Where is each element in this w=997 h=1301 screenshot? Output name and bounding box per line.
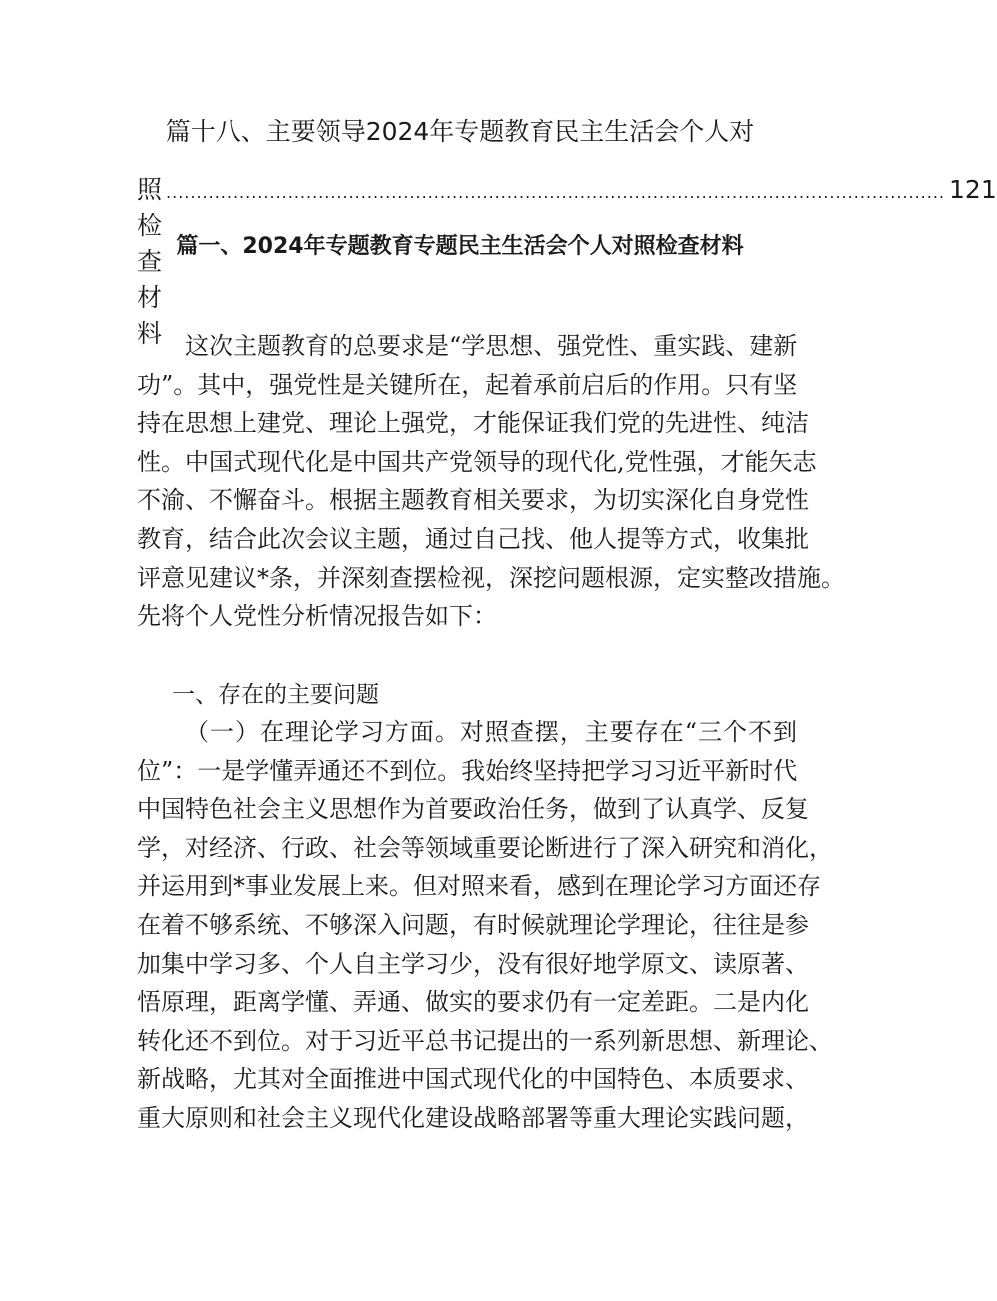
paragraph-line: 功”。其中，强党性是关键所在，起着承前启后的作用。只有坚 bbox=[137, 370, 798, 399]
paragraph-line: 学，对经济、行政、社会等领域重要论断进行了深入研究和消化， bbox=[137, 833, 833, 862]
section-title: 一、存在的主要问题 bbox=[172, 682, 379, 708]
paragraph-line: （一）在理论学习方面。对照查摆，主要存在“三个不到 bbox=[185, 718, 797, 746]
intro-paragraph bbox=[137, 327, 845, 636]
paragraph-line: 转化还不到位。对于习近平总书记提出的一系列新思想、新理论、 bbox=[137, 1026, 833, 1055]
paragraph-line: 悟原理，距离学懂、弄通、做实的要求仍有一定差距。二是内化 bbox=[137, 988, 809, 1017]
paragraph-line: 先将个人党性分析情况报告如下： bbox=[137, 602, 497, 631]
toc-leader-dots: ................................................................................................................................ bbox=[166, 183, 946, 202]
paragraph-line: 评意见建议*条，并深刻查摆检视，深挖问题根源，定实整改措施。 bbox=[137, 563, 845, 592]
toc-entry-continuation bbox=[137, 170, 997, 350]
paragraph-line: 性。中国式现代化是中国共产党领导的现代化,党性强，才能矢志 bbox=[137, 447, 817, 476]
paragraph-line: 这次主题教育的总要求是“学思想、强党性、重实践、建新 bbox=[185, 332, 798, 360]
paragraph-line: 持在思想上建党、理论上强党，才能保证我们党的先进性、纯洁 bbox=[137, 409, 809, 438]
paragraph-line: 新战略，尤其对全面推进中国式现代化的中国特色、本质要求、 bbox=[137, 1065, 809, 1094]
paragraph-line: 不渝、不懈奋斗。根据主题教育相关要求，为切实深化自身党性 bbox=[137, 486, 809, 515]
toc-entry-text: 照检查材料 bbox=[137, 175, 163, 348]
toc-page-number: 121 bbox=[949, 175, 997, 204]
body-paragraph bbox=[137, 713, 833, 1138]
paragraph-line: 中国特色社会主义思想作为首要政治任务，做到了认真学、反复 bbox=[137, 795, 809, 824]
article-heading: 篇一、2024年专题教育专题民主生活会个人对照检查材料 bbox=[176, 234, 744, 259]
paragraph-line: 教育，结合此次会议主题，通过自己找、他人提等方式，收集批 bbox=[137, 524, 809, 553]
toc-entry-title: 篇十八、主要领导2024年专题教育民主生活会个人对 bbox=[165, 117, 755, 146]
paragraph-line: 重大原则和社会主义现代化建设战略部署等重大理论实践问题， bbox=[137, 1103, 809, 1132]
paragraph-line: 加集中学习多、个人自主学习少，没有很好地学原文、读原著、 bbox=[137, 949, 809, 978]
paragraph-line: 在着不够系统、不够深入问题，有时候就理论学理论，往往是参 bbox=[137, 910, 809, 939]
paragraph-line: 并运用到*事业发展上来。但对照来看，感到在理论学习方面还存 bbox=[137, 872, 821, 901]
paragraph-line: 位”：一是学懂弄通还不到位。我始终坚持把学习习近平新时代 bbox=[137, 756, 798, 785]
